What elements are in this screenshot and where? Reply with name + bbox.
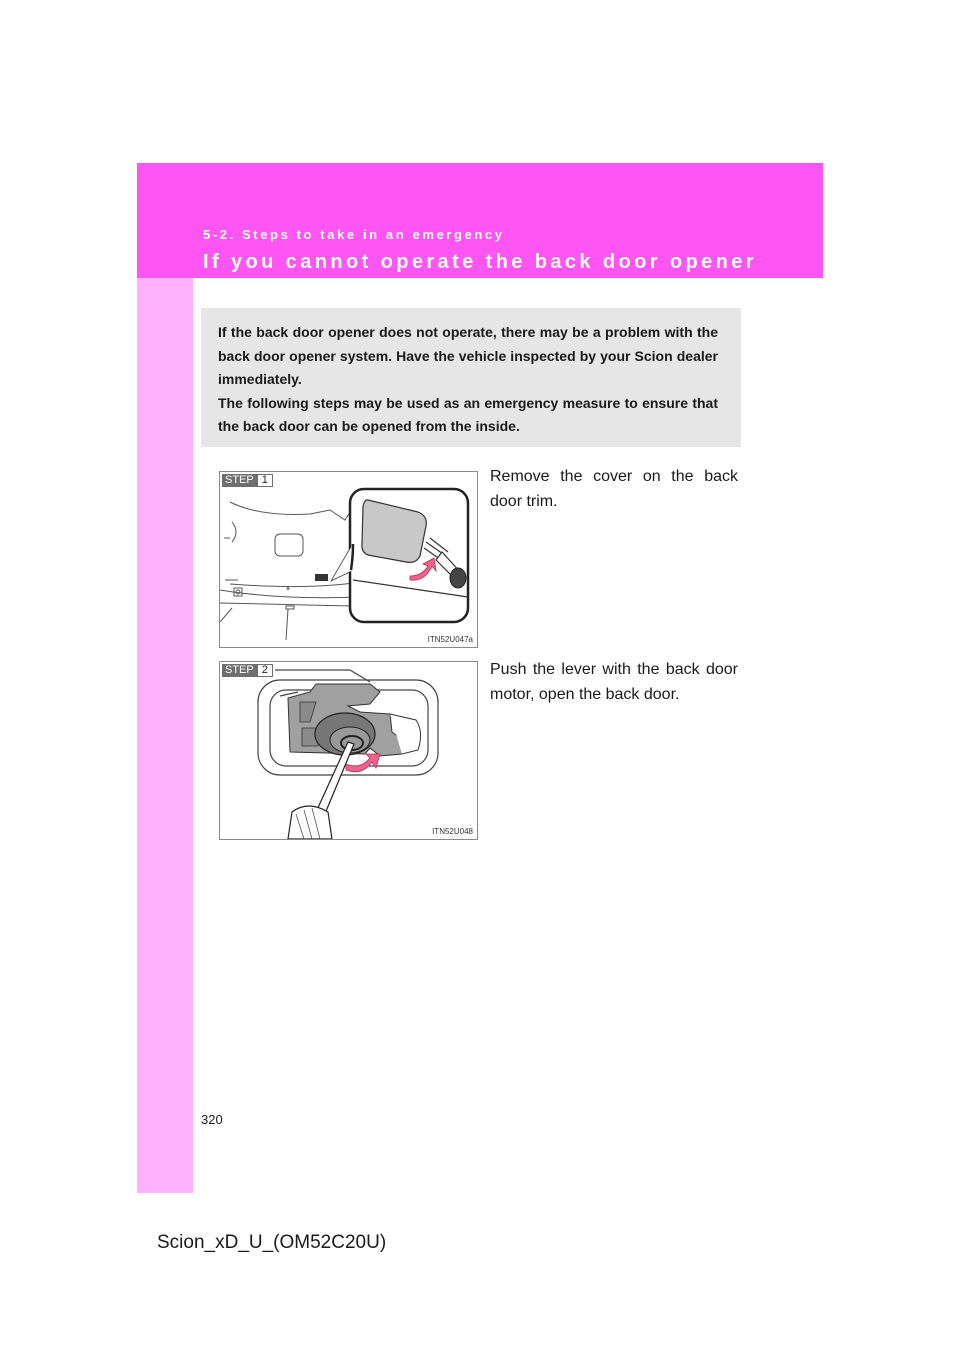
step-badge-label: STEP bbox=[222, 664, 257, 677]
step-badge bbox=[222, 474, 273, 487]
page-number: 320 bbox=[201, 1112, 223, 1127]
step2-figure bbox=[219, 661, 478, 840]
side-strip bbox=[137, 163, 193, 1193]
step-badge-number: 1 bbox=[257, 474, 273, 487]
intro-paragraph: If the back door opener does not operate, there may be a problem with the back door opener system. Have the vehicle inspected by your Scion dealer immediately. bbox=[218, 324, 718, 387]
step-badge-number: 2 bbox=[257, 664, 273, 677]
lever-release-illustration bbox=[220, 662, 477, 839]
intro-paragraph: The following steps may be used as an emergency measure to ensure that the back door can be opened from the inside. bbox=[218, 394, 718, 434]
page-title: If you cannot operate the back door opener bbox=[203, 251, 757, 273]
back-door-trim-illustration bbox=[220, 472, 477, 647]
step1-figure bbox=[219, 471, 478, 648]
step2-text: Push the lever with the back door motor, open the back door. bbox=[490, 661, 738, 703]
figure-code: ITN52U047a bbox=[427, 635, 473, 644]
step-badge-label: STEP bbox=[222, 474, 257, 487]
intro-box bbox=[201, 308, 741, 447]
step1-text: Remove the cover on the back door trim. bbox=[490, 468, 738, 510]
section-label: 5-2. Steps to take in an emergency bbox=[203, 227, 505, 242]
manual-code: Scion_xD_U_(OM52C20U) bbox=[157, 1232, 387, 1253]
figure-code: ITN52U048 bbox=[432, 827, 473, 836]
step-badge bbox=[222, 664, 273, 677]
